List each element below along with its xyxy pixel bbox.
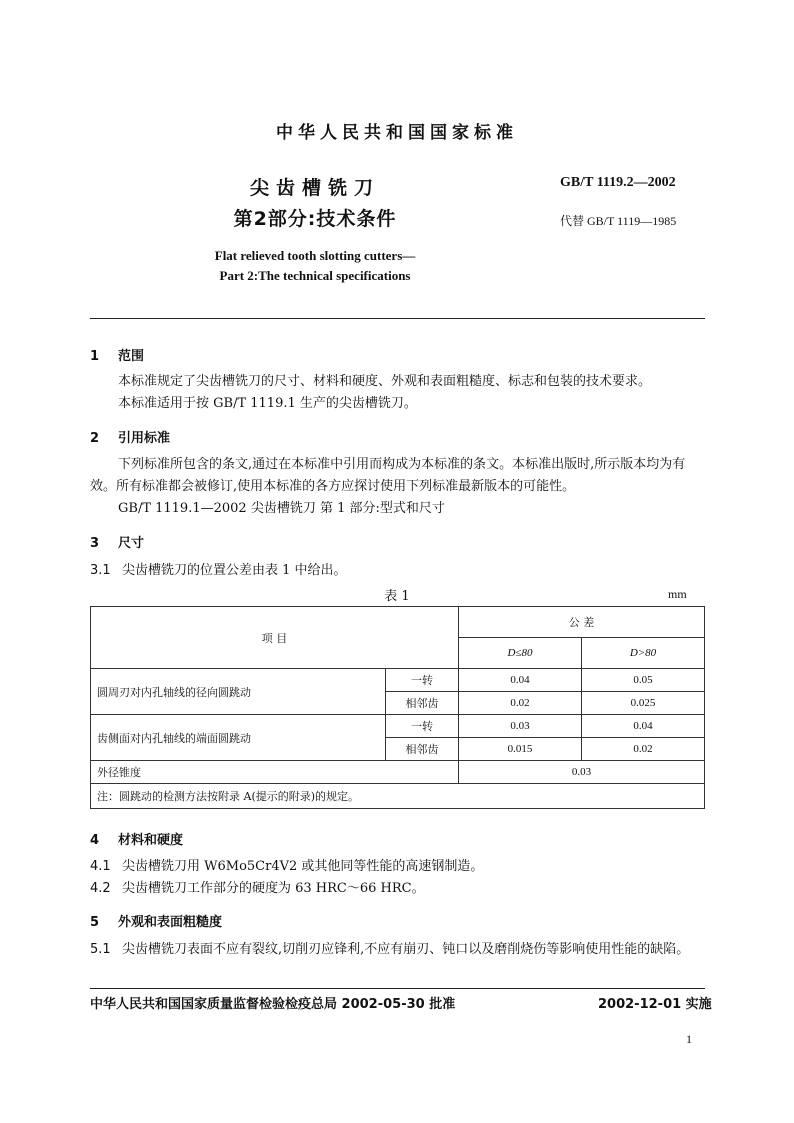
english-title-line-2: Part 2:The technical specifications: [219, 268, 411, 283]
row-subitem: 一转: [386, 669, 459, 692]
clause-text: 尖齿槽铣刀用 W6Mo5Cr4V2 或其他同等性能的高速钢制造。: [122, 859, 484, 874]
clause-number: 3.1: [90, 563, 111, 578]
column-header-item: 项 目: [91, 607, 459, 669]
section-1-paragraph-2: 本标准适用于按 GB/T 1119.1 生产的尖齿槽铣刀。: [118, 396, 417, 411]
section-number: 3: [90, 536, 100, 551]
row-subitem: 一转: [386, 715, 459, 738]
clause-number: 5.1: [90, 942, 111, 957]
clause-3-1: [90, 560, 705, 582]
cell-value: 0.015: [459, 738, 582, 761]
footer-issuer: 中华人民共和国国家质量监督检验检疫总局 2002-05-30 批准: [90, 997, 456, 1012]
header-divider: [90, 318, 705, 319]
row-item: 齿侧面对内孔轴线的端面圆跳动: [91, 715, 386, 761]
national-standard-heading: 中华人民共和国国家标准: [276, 123, 518, 143]
column-header-tolerance: 公 差: [459, 607, 705, 638]
clause-5-1: [90, 939, 705, 961]
cell-value: 0.02: [582, 738, 705, 761]
cell-value: 0.025: [582, 692, 705, 715]
section-2-heading: [90, 427, 170, 446]
section-1-heading: [90, 345, 144, 364]
section-5-heading: [90, 911, 222, 930]
table-note: 注：圆跳动的检测方法按附录 A(提示的附录)的规定。: [91, 784, 705, 809]
section-title: 范围: [118, 349, 145, 364]
cell-value: 0.04: [459, 669, 582, 692]
section-number: 4: [90, 833, 100, 848]
column-header-d-le-80: D≤80: [459, 638, 582, 669]
section-2-paragraph-1: 下列标准所包含的条文,通过在本标准中引用而构成为本标准的条文。本标准出版时,所示版本均为有效。所有标准都会被修订,使用本标准的各方应探讨使用下列标准最新版本的可能性。: [90, 457, 686, 494]
table-row: [91, 715, 705, 738]
table-note-row: [91, 784, 705, 809]
clause-4-2: [90, 878, 705, 900]
clause-text: 尖齿槽铣刀表面不应有裂纹,切削刃应锋利,不应有崩刃、钝口以及磨削烧伤等影响使用性能的缺陷。: [122, 942, 690, 957]
section-2-reference: GB/T 1119.1—2002 尖齿槽铣刀 第 1 部分:型式和尺寸: [118, 501, 445, 516]
row-subitem: 相邻齿: [386, 692, 459, 715]
cell-value: 0.03: [459, 761, 705, 784]
section-4-heading: [90, 829, 183, 848]
section-title: 引用标准: [118, 431, 171, 446]
clause-4-1: [90, 856, 705, 878]
section-number: 1: [90, 349, 100, 364]
section-title: 材料和硬度: [118, 833, 184, 848]
document-title: 尖齿槽铣刀: [249, 177, 380, 199]
clause-number: 4.2: [90, 881, 111, 896]
row-item: 外径锥度: [91, 761, 459, 784]
section-title: 外观和表面粗糙度: [118, 915, 223, 930]
cell-value: 0.04: [582, 715, 705, 738]
clause-number: 4.1: [90, 859, 111, 874]
cell-value: 0.03: [459, 715, 582, 738]
page-number: 1: [686, 1032, 692, 1046]
section-title: 尺寸: [118, 536, 145, 551]
clause-text: 尖齿槽铣刀的位置公差由表 1 中给出。: [122, 563, 347, 578]
cell-value: 0.05: [582, 669, 705, 692]
cell-value: 0.02: [459, 692, 582, 715]
section-1-paragraph-1: 本标准规定了尖齿槽铣刀的尺寸、材料和硬度、外观和表面粗糙度、标志和包装的技术要求。: [118, 374, 652, 389]
row-subitem: 相邻齿: [386, 738, 459, 761]
english-title-line-1: Flat relieved tooth slotting cutters—: [214, 248, 416, 263]
footer-implementation-date: 2002-12-01 实施: [598, 997, 712, 1012]
section-number: 2: [90, 431, 100, 446]
footer-divider: [90, 988, 705, 989]
table-row: [91, 761, 705, 784]
replaces-standard: 代替 GB/T 1119—1985: [560, 214, 677, 228]
clause-text: 尖齿槽铣刀工作部分的硬度为 63 HRC～66 HRC。: [122, 881, 425, 896]
table-row: [91, 669, 705, 692]
section-3-heading: [90, 532, 144, 551]
row-item: 圆周刃对内孔轴线的径向圆跳动: [91, 669, 386, 715]
column-header-d-gt-80: D>80: [582, 638, 705, 669]
tolerance-table: [90, 606, 705, 809]
document-subtitle: 第2部分:技术条件: [233, 208, 397, 230]
table-caption: 表 1: [384, 589, 410, 604]
section-number: 5: [90, 915, 100, 930]
table-unit: mm: [668, 587, 687, 601]
standard-number: GB/T 1119.2—2002: [560, 175, 676, 190]
